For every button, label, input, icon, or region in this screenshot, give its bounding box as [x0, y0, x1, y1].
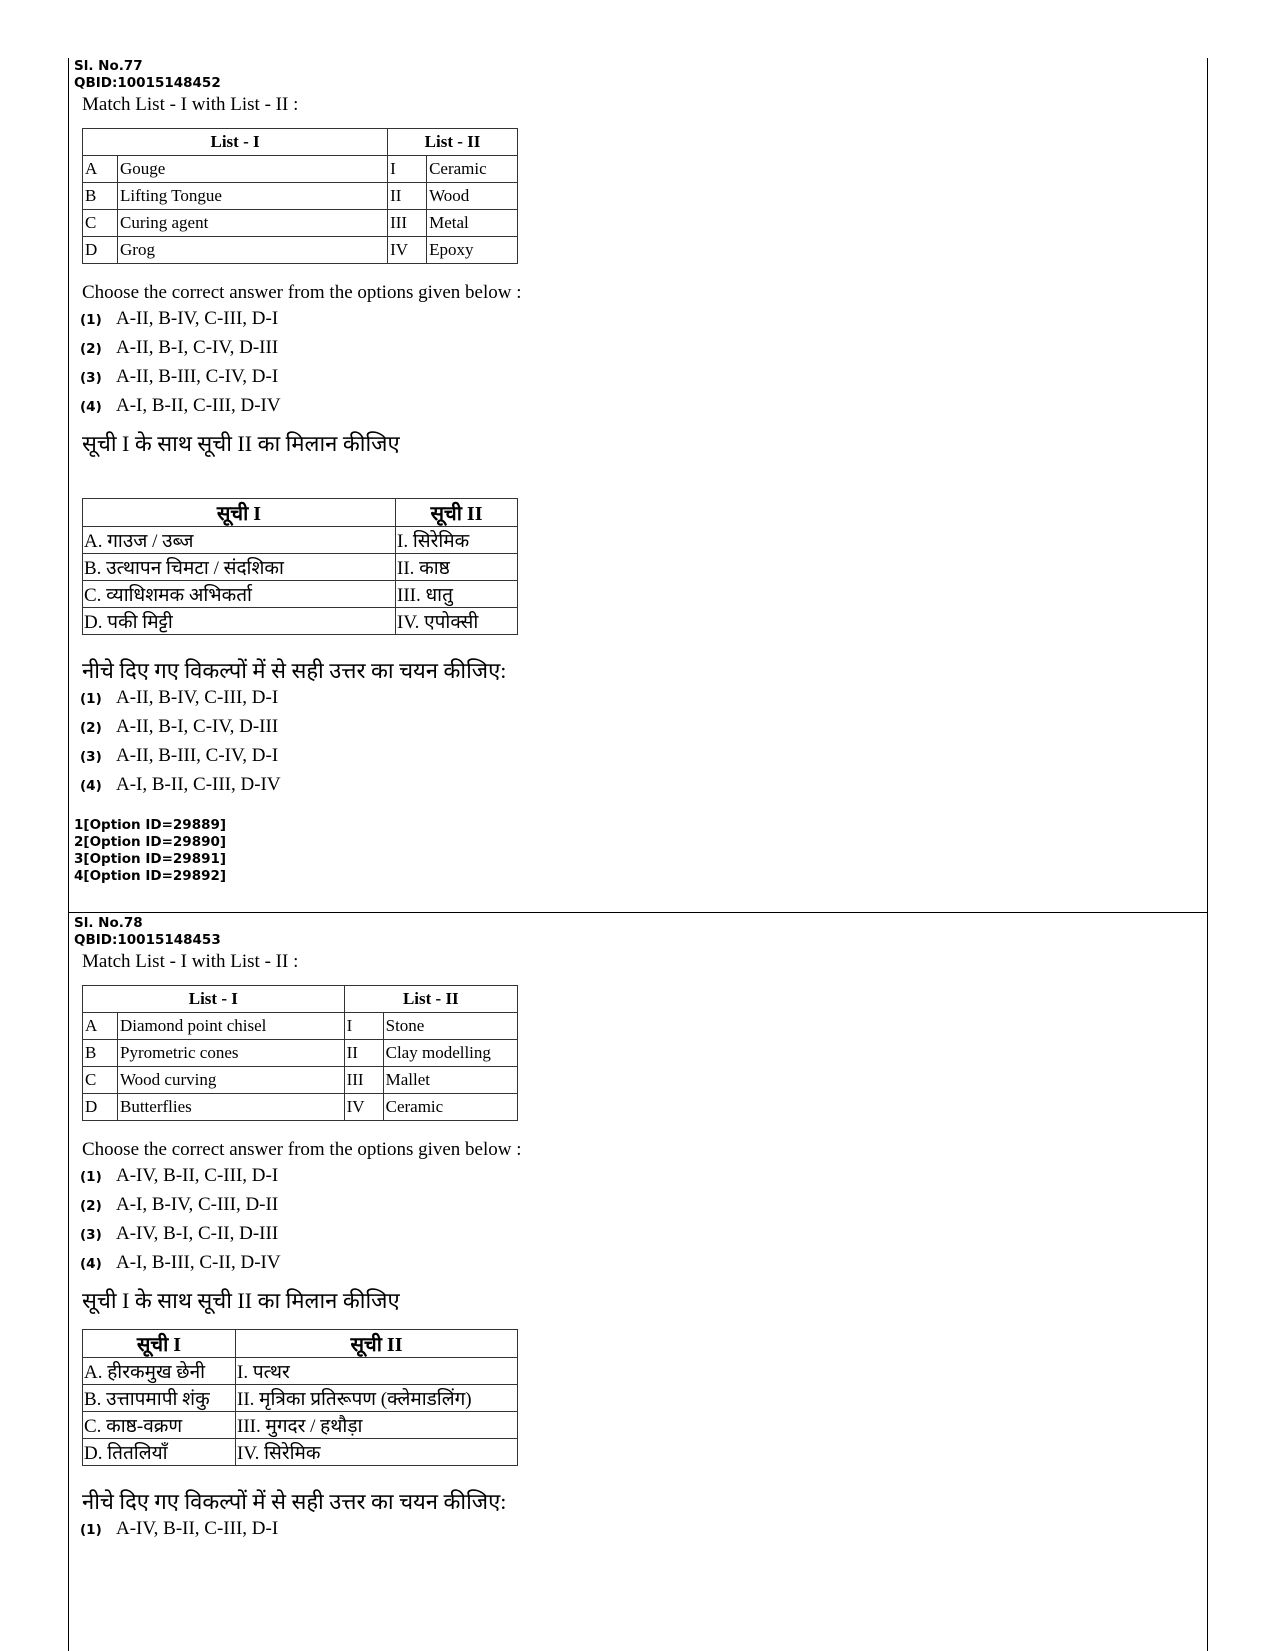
- table-row: [83, 1094, 518, 1121]
- cell: III. धातु: [396, 581, 518, 608]
- list2-header: List - II: [388, 129, 518, 156]
- cell: IV. एपोक्सी: [396, 608, 518, 635]
- cell: D. तितलियाँ: [83, 1439, 236, 1466]
- qbid: QBID:10015148452: [74, 75, 221, 91]
- option-ids: [74, 817, 522, 885]
- option-num: (2): [80, 341, 102, 357]
- match-table-en: [82, 985, 518, 1121]
- option-text: A-IV, B-I, C-II, D-III: [116, 1223, 279, 1244]
- option-text: A-I, B-II, C-III, D-IV: [116, 774, 281, 795]
- cell: A: [83, 1013, 118, 1040]
- cell: Ceramic: [383, 1094, 517, 1121]
- qbid: QBID:10015148453: [74, 932, 221, 948]
- cell: C: [83, 210, 118, 237]
- cell: I. पत्थर: [236, 1358, 518, 1385]
- cell: Pyrometric cones: [118, 1040, 345, 1067]
- list1-header: List - I: [83, 129, 388, 156]
- option-num: (3): [80, 1227, 102, 1243]
- match-table-hi: [82, 498, 518, 635]
- option-text: A-I, B-II, C-III, D-IV: [116, 395, 281, 416]
- cell: D: [83, 237, 118, 264]
- cell: Epoxy: [427, 237, 518, 264]
- choose-hi: नीचे दिए गए विकल्पों में से सही उत्तर का चयन कीजिए:: [82, 1489, 507, 1514]
- sl-no: Sl. No.77: [74, 58, 143, 74]
- match-table-hi: [82, 1329, 518, 1466]
- option-num: (4): [80, 778, 102, 794]
- option-num: (1): [80, 1522, 102, 1538]
- cell: A. गाउज / उब्ज: [83, 527, 396, 554]
- cell: C. व्याधिशमक अभिकर्ता: [83, 581, 396, 608]
- table-row: [83, 1013, 518, 1040]
- cell: B. उत्थापन चिमटा / संदशिका: [83, 554, 396, 581]
- cell: Ceramic: [427, 156, 518, 183]
- cell: IV: [388, 237, 427, 264]
- cell: II. काष्ठ: [396, 554, 518, 581]
- cell: Curing agent: [118, 210, 388, 237]
- table-row: [83, 1385, 518, 1412]
- h-list2-header: सूची II: [236, 1330, 518, 1358]
- table-row: [83, 1067, 518, 1094]
- option-num: (1): [80, 691, 102, 707]
- option-3: [80, 366, 522, 395]
- cell: A: [83, 156, 118, 183]
- cell: Clay modelling: [383, 1040, 517, 1067]
- option-hi-1: [80, 687, 522, 716]
- cell: IV. सिरेमिक: [236, 1439, 518, 1466]
- table-row: [83, 1439, 518, 1466]
- option-num: (1): [80, 312, 102, 328]
- option-hi-1: [80, 1518, 522, 1547]
- table-row: [83, 527, 518, 554]
- table-row: [83, 183, 518, 210]
- option-num: (2): [80, 1198, 102, 1214]
- cell: D. पकी मिट्टी: [83, 608, 396, 635]
- cell: C. काष्ठ-वक्रण: [83, 1412, 236, 1439]
- choose-en: Choose the correct answer from the options given below :: [82, 282, 522, 303]
- cell: Wood curving: [118, 1067, 345, 1094]
- option-text: A-I, B-III, C-II, D-IV: [116, 1252, 281, 1273]
- option-num: (3): [80, 370, 102, 386]
- h-list1-header: सूची I: [83, 1330, 236, 1358]
- table-row: [83, 1040, 518, 1067]
- cell: Stone: [383, 1013, 517, 1040]
- cell: Butterflies: [118, 1094, 345, 1121]
- cell: II. मृत्रिका प्रतिरूपण (क्लेमाडलिंग): [236, 1385, 518, 1412]
- cell: Wood: [427, 183, 518, 210]
- intro-hi: सूची I के साथ सूची II का मिलान कीजिए: [82, 431, 400, 456]
- option-num: (2): [80, 720, 102, 736]
- sl-no: Sl. No.78: [74, 915, 143, 931]
- choose-hi: नीचे दिए गए विकल्पों में से सही उत्तर का चयन कीजिए:: [82, 658, 507, 683]
- question-78: [74, 915, 522, 1547]
- cell: II: [388, 183, 427, 210]
- choose-en: Choose the correct answer from the options given below :: [82, 1139, 522, 1160]
- option-text: A-I, B-IV, C-III, D-II: [116, 1194, 279, 1215]
- cell: D: [83, 1094, 118, 1121]
- option-1: [80, 308, 522, 337]
- question-separator: [68, 912, 1208, 913]
- option-id: 1[Option ID=29889]: [74, 817, 227, 833]
- cell: Gouge: [118, 156, 388, 183]
- cell: Metal: [427, 210, 518, 237]
- option-text: A-II, B-I, C-IV, D-III: [116, 716, 279, 737]
- h-list2-header: सूची II: [396, 499, 518, 527]
- cell: I: [388, 156, 427, 183]
- cell: III. मुगदर / हथौड़ा: [236, 1412, 518, 1439]
- option-id: 2[Option ID=29890]: [74, 834, 227, 850]
- cell: Diamond point chisel: [118, 1013, 345, 1040]
- option-id: 4[Option ID=29892]: [74, 868, 227, 884]
- list1-header: List - I: [83, 986, 345, 1013]
- option-text: A-II, B-IV, C-III, D-I: [116, 687, 279, 708]
- cell: III: [388, 210, 427, 237]
- match-table-en: [82, 128, 518, 264]
- option-3: [80, 1223, 522, 1252]
- option-4: [80, 1252, 522, 1281]
- option-hi-3: [80, 745, 522, 774]
- option-id: 3[Option ID=29891]: [74, 851, 227, 867]
- option-1: [80, 1165, 522, 1194]
- option-text: A-II, B-I, C-IV, D-III: [116, 337, 279, 358]
- cell: A. हीरकमुख छेनी: [83, 1358, 236, 1385]
- cell: IV: [344, 1094, 383, 1121]
- table-row: [83, 1412, 518, 1439]
- intro-en: Match List - I with List - II :: [82, 951, 299, 972]
- option-text: A-IV, B-II, C-III, D-I: [116, 1518, 279, 1539]
- question-77: [74, 58, 522, 885]
- option-4: [80, 395, 522, 424]
- cell: Lifting Tongue: [118, 183, 388, 210]
- option-text: A-II, B-III, C-IV, D-I: [116, 745, 279, 766]
- option-hi-4: [80, 774, 522, 803]
- option-num: (3): [80, 749, 102, 765]
- cell: I. सिरेमिक: [396, 527, 518, 554]
- option-num: (4): [80, 1256, 102, 1272]
- table-row: [83, 237, 518, 264]
- cell: Grog: [118, 237, 388, 264]
- cell: I: [344, 1013, 383, 1040]
- option-text: A-IV, B-II, C-III, D-I: [116, 1165, 279, 1186]
- list2-header: List - II: [344, 986, 517, 1013]
- cell: C: [83, 1067, 118, 1094]
- cell: B: [83, 183, 118, 210]
- cell: B. उत्तापमापी शंकु: [83, 1385, 236, 1412]
- cell: B: [83, 1040, 118, 1067]
- cell: Mallet: [383, 1067, 517, 1094]
- option-num: (4): [80, 399, 102, 415]
- table-row: [83, 1358, 518, 1385]
- table-row: [83, 156, 518, 183]
- cell: II: [344, 1040, 383, 1067]
- option-num: (1): [80, 1169, 102, 1185]
- option-text: A-II, B-III, C-IV, D-I: [116, 366, 279, 387]
- table-row: [83, 581, 518, 608]
- option-hi-2: [80, 716, 522, 745]
- h-list1-header: सूची I: [83, 499, 396, 527]
- table-row: [83, 210, 518, 237]
- option-2: [80, 337, 522, 366]
- intro-en: Match List - I with List - II :: [82, 94, 299, 115]
- intro-hi: सूची I के साथ सूची II का मिलान कीजिए: [82, 1288, 400, 1313]
- option-2: [80, 1194, 522, 1223]
- cell: III: [344, 1067, 383, 1094]
- table-row: [83, 608, 518, 635]
- option-text: A-II, B-IV, C-III, D-I: [116, 308, 279, 329]
- table-row: [83, 554, 518, 581]
